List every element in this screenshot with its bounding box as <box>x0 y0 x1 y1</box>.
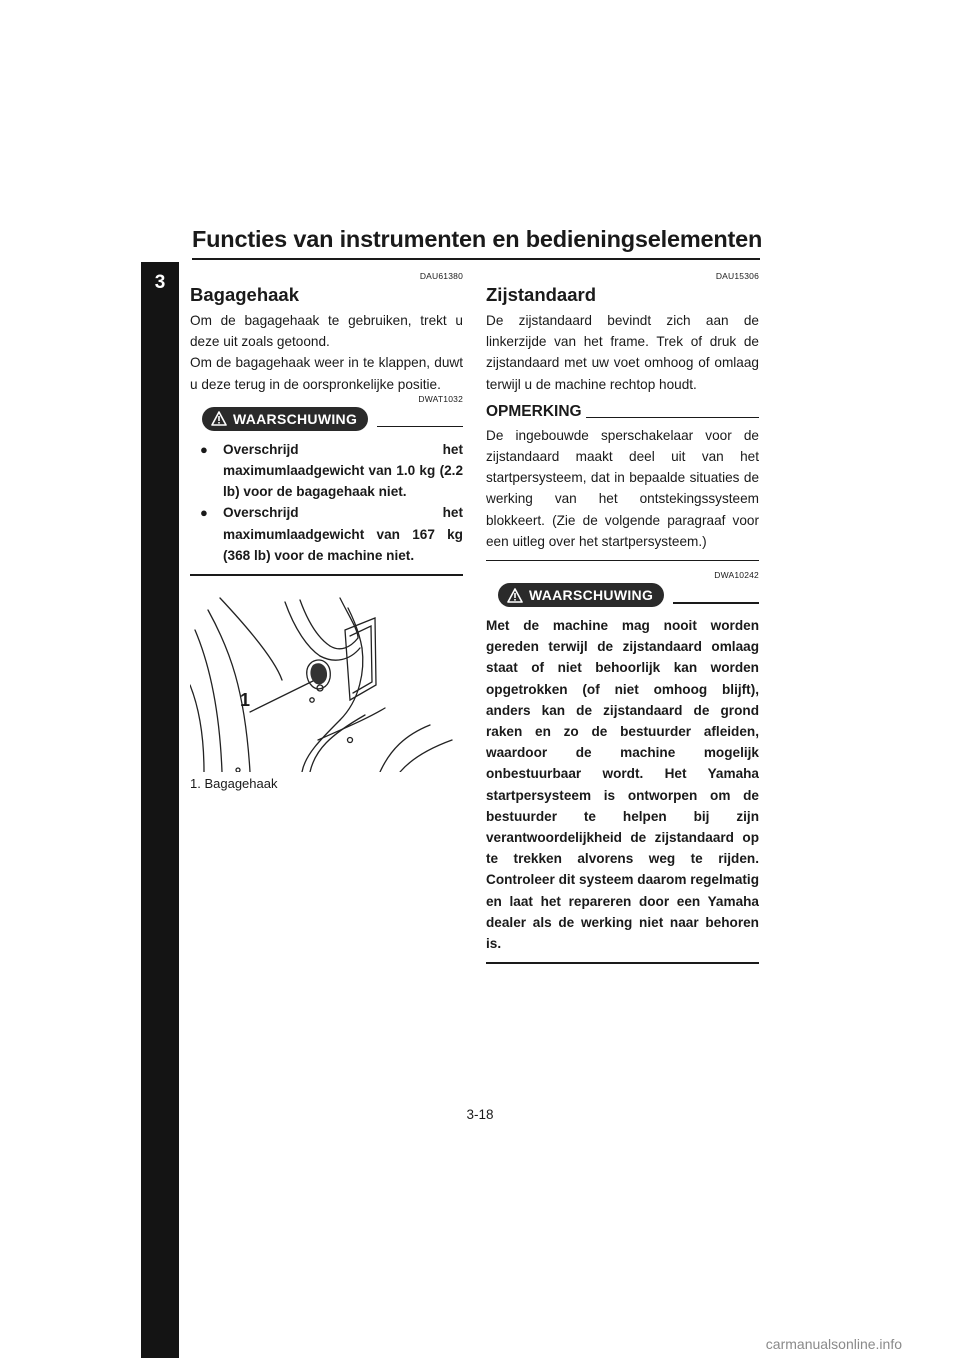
warning-rule <box>377 426 463 428</box>
body-paragraph: Om de bagagehaak weer in te klappen, duwt u deze terug in de oorspronkelijke positie. <box>190 355 463 392</box>
warning-text: Met de machine mag nooit worden gereden terwijl de zijstandaard omlaag staat of niet behoorlijk kan worden opgetrokken (of niet omhoog blijft), anders kan de zijstandaard de grond raken en zo de bestuurder afleiden, waardoor de machine mogelijk onbestuurbaar wordt. Het Yamaha startpersysteem is ontworpen om de bestuurder te helpen bij zijn verantwoordelijkheid de zijstandaard op te trekken alvorens weg te rijden. Controleer dit systeem daarom regelmatig en laat het repareren door een Yamaha dealer als de werking niet naar behoren is. <box>486 618 759 952</box>
warning-header <box>190 407 463 433</box>
luggage-hook-figure <box>190 590 463 772</box>
warning-badge <box>202 407 368 431</box>
warning-code: DWAT1032 <box>418 393 463 404</box>
warning-item <box>190 439 463 503</box>
bullet-icon: ● <box>200 441 208 457</box>
warning-label: WAARSCHUWING <box>233 410 358 427</box>
title-rule <box>192 258 760 260</box>
body-paragraph: Om de bagagehaak te gebruiken, trekt u deze uit zoals getoond. <box>190 313 463 350</box>
warning-header <box>486 583 759 609</box>
page-number: 3-18 <box>466 1107 494 1122</box>
warning-rule <box>673 602 759 604</box>
page-title: Functies van instrumenten en bedieningselementen <box>192 226 763 252</box>
warning-item-text: Overschrijd het maximumlaadgewicht van 1.0 kg (2.2 lb) voor de bagagehaak niet. <box>223 441 463 500</box>
chapter-number: 3 <box>154 272 166 293</box>
section-code: DAU61380 <box>419 271 463 281</box>
note-text: De ingebouwde sperschakelaar voor de zijstandaard maakt deel uit van het startpersysteem, dat in bepaalde situaties de werking van het ontstekingssysteem blokkeert. (Zie de volgende paragraaf voor een uitleg over het startpersysteem.) <box>486 427 759 549</box>
warning-label: WAARSCHUWING <box>529 587 654 604</box>
section-code: DAU15306 <box>715 271 759 281</box>
left-column <box>190 270 463 792</box>
right-column <box>486 270 759 964</box>
warning-triangle-icon <box>507 588 523 603</box>
watermark: carmanualsonline.info <box>765 1336 902 1352</box>
section-heading-bagagehaak: Bagagehaak <box>190 284 299 305</box>
chapter-tab <box>141 262 179 1358</box>
warning-code: DWA10242 <box>714 570 759 581</box>
note-end-rule <box>486 560 759 561</box>
warning-item <box>190 502 463 566</box>
callout-number: 1 <box>240 690 251 711</box>
luggage-hook-illustration <box>190 590 463 772</box>
note-label: OPMERKING <box>486 403 586 420</box>
body-paragraph: De zijstandaard bevindt zich aan de linkerzijde van het frame. Trek of druk de zijstandaard met uw voet omhoog of omlaag terwijl u de machine rechtop houdt. <box>486 313 759 392</box>
warning-triangle-icon <box>211 411 227 426</box>
warning-end-rule <box>190 574 463 576</box>
figure-caption: 1. Bagagehaak <box>190 776 278 792</box>
warning-list <box>190 439 463 566</box>
warning-item-text: Overschrijd het maximumlaadgewicht van 167 kg (368 lb) voor de machine niet. <box>223 505 463 563</box>
warning-end-rule <box>486 962 759 964</box>
bullet-icon: ● <box>200 505 208 521</box>
warning-badge <box>498 583 664 607</box>
section-heading-zijstandaard: Zijstandaard <box>486 284 596 305</box>
note-header <box>486 403 759 425</box>
